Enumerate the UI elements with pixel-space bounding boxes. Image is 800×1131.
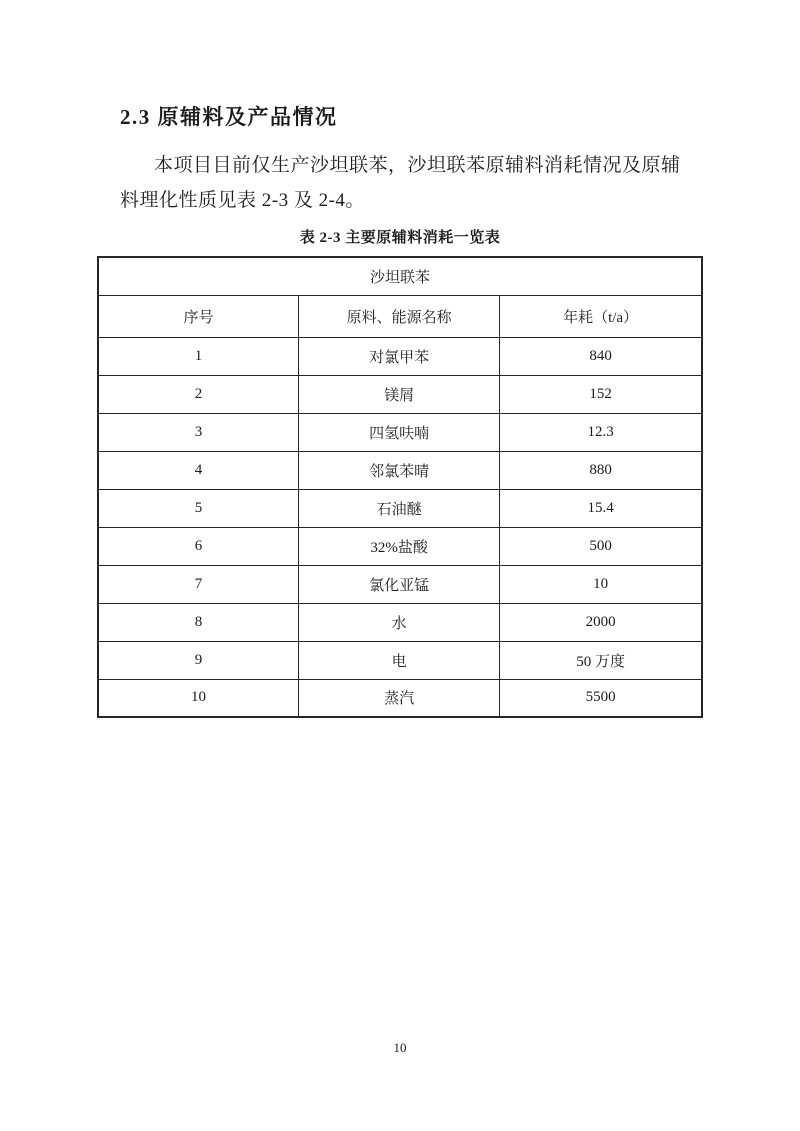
table-row: [98, 413, 702, 451]
table-group-row: [98, 257, 702, 295]
cell-consumption: 840: [500, 337, 702, 375]
paragraph-line: 本项目目前仅生产沙坦联苯，沙坦联苯原辅料消耗情况及原辅: [154, 155, 681, 176]
cell-material: 电: [299, 641, 500, 679]
cell-consumption: 880: [500, 451, 702, 489]
table-row: [98, 603, 702, 641]
table-row: [98, 641, 702, 679]
cell-seq: 10: [98, 679, 299, 717]
cell-consumption: 10: [500, 565, 702, 603]
table-row: [98, 489, 702, 527]
cell-consumption: 5500: [500, 679, 702, 717]
column-header-material: 原料、能源名称: [299, 295, 500, 337]
page-number: 10: [393, 1040, 407, 1055]
consumption-table: [97, 256, 703, 718]
table-header-row: [98, 295, 702, 337]
table-row: [98, 451, 702, 489]
cell-consumption: 500: [500, 527, 702, 565]
cell-consumption: 2000: [500, 603, 702, 641]
table-row: [98, 565, 702, 603]
column-header-seq: 序号: [98, 295, 299, 337]
section-heading: 2.3 原辅料及产品情况: [120, 105, 338, 129]
table-row: [98, 679, 702, 717]
cell-seq: 6: [98, 527, 299, 565]
cell-seq: 2: [98, 375, 299, 413]
cell-seq: 1: [98, 337, 299, 375]
cell-consumption: 12.3: [500, 413, 702, 451]
table-row: [98, 337, 702, 375]
cell-material: 邻氯苯晴: [299, 451, 500, 489]
table-caption: 表 2-3 主要原辅料消耗一览表: [299, 230, 501, 246]
body-paragraph: [120, 148, 686, 218]
cell-material: 对氯甲苯: [299, 337, 500, 375]
cell-material: 氯化亚锰: [299, 565, 500, 603]
cell-seq: 8: [98, 603, 299, 641]
cell-material: 32%盐酸: [299, 527, 500, 565]
cell-material: 蒸汽: [299, 679, 500, 717]
cell-seq: 4: [98, 451, 299, 489]
cell-material: 四氢呋喃: [299, 413, 500, 451]
column-header-consumption: 年耗（t/a）: [500, 295, 702, 337]
cell-material: 石油醚: [299, 489, 500, 527]
cell-material: 镁屑: [299, 375, 500, 413]
cell-material: 水: [299, 603, 500, 641]
cell-consumption: 15.4: [500, 489, 702, 527]
cell-seq: 3: [98, 413, 299, 451]
cell-consumption: 50 万度: [500, 641, 702, 679]
cell-seq: 7: [98, 565, 299, 603]
cell-seq: 9: [98, 641, 299, 679]
cell-consumption: 152: [500, 375, 702, 413]
table-row: [98, 527, 702, 565]
group-header-cell: 沙坦联苯: [98, 257, 702, 295]
paragraph-line: 料理化性质见表 2-3 及 2-4。: [120, 190, 365, 211]
table-row: [98, 375, 702, 413]
cell-seq: 5: [98, 489, 299, 527]
